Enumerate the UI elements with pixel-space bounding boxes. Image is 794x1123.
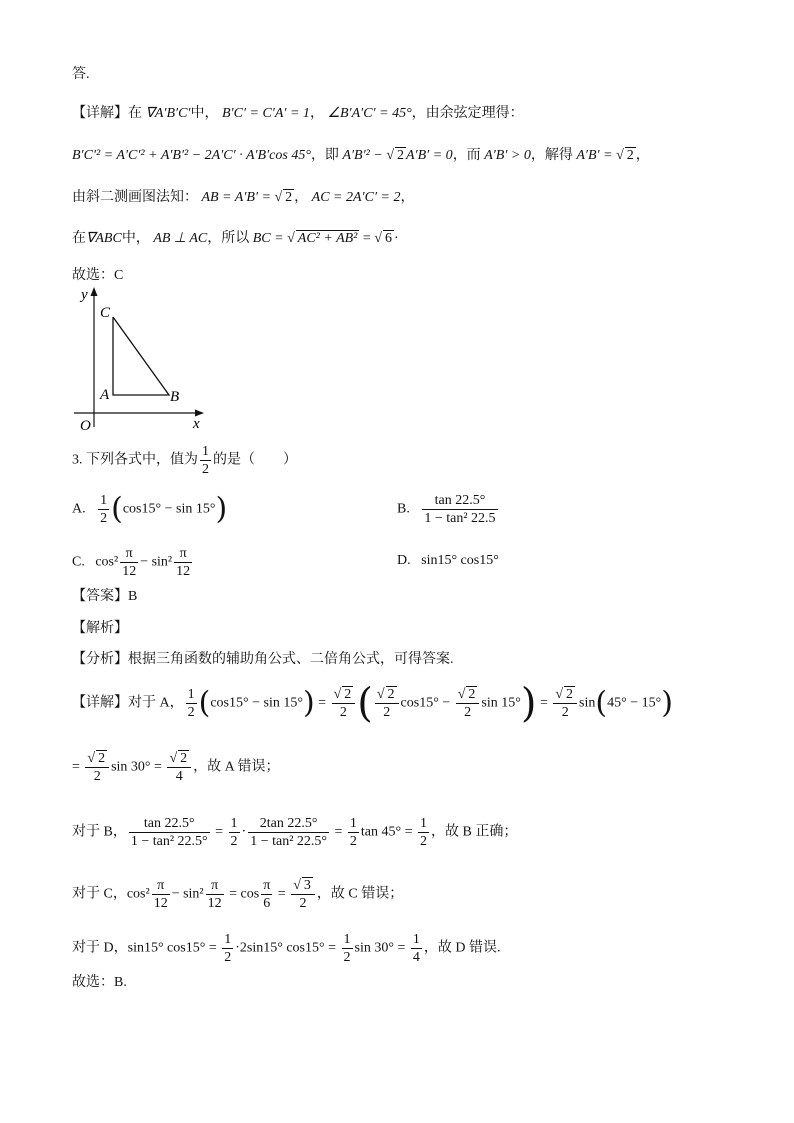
choose-b: 故选：B. bbox=[72, 975, 127, 990]
detail-tag: 【详解】 bbox=[72, 106, 128, 121]
solution-c: 对于 C，cos² $\frac{\pi}{12}$ − sin² $\frac{\pi}{12}$ = cos $\frac{\pi}{6}$ = $\frac{√ 3}{2}$ ，故 C 错误； bbox=[72, 878, 404, 911]
detail-line-4: 在∇ABC中， AB ⊥ AC，所以 BC = √ AC² + AB² = √ 6 · bbox=[72, 231, 399, 246]
solution-a-line-2: = $\frac{√ 2}{2}$ sin 30° = $\frac{√ 2}{4}$ ，故 A 错误； bbox=[72, 751, 280, 784]
solution-a-line-1: 【详解】对于 A， $\frac{1}{2}$ (cos15° − sin 15°) = $\frac{√ 2}{2}$ ( $\frac{√ 2}{2}$ cos15° − $\frac{√ 2}{2}$ sin 15°) = $\frac{√ 2}{2}$ sin(45° − 15°) bbox=[72, 680, 673, 727]
label-c: C bbox=[100, 305, 111, 321]
option-b: B. $\frac{\tan 22.5^\circ}{\text{1 − tan² 22.5}}$ bbox=[397, 493, 496, 526]
option-c: C. cos² $\frac{\pi}{12}$ − sin² $\frac{\pi}{12}$ bbox=[72, 546, 191, 579]
detail-line-1: 【详解】在 ∇A′B′C′中， B′C′ = C′A′ = 1， ∠B′A′C′ = 45°，由余弦定理得： bbox=[72, 106, 524, 121]
analysis-text: 【分析】根据三角函数的辅助角公式、二倍角公式，可得答案. bbox=[72, 652, 454, 667]
solution-d: 对于 D，sin15° cos15° = $\frac{1}{2}$ ·2sin15° cos15° = $\frac{1}{2}$ sin 30° = $\frac{1}{4}$ ，故 D 错误. bbox=[72, 932, 501, 965]
continued-text: 答. bbox=[72, 67, 90, 82]
triangle-figure bbox=[70, 285, 210, 435]
detail-line-2: B′C′² = A′C′² + A′B′² − 2A′C′ · A′B′cos 45°，即 A′B′² − √ 2 A′B′ = 0，而 A′B′ > 0，解得 A′B′ = √ 2 ， bbox=[72, 148, 650, 163]
label-o: O bbox=[80, 418, 91, 434]
choose-c: 故选：C bbox=[72, 268, 124, 283]
detail-line-3: 由斜二测画图法知： AB = A′B′ = √ 2 ， AC = 2A′C′ = 2， bbox=[72, 190, 415, 205]
question-3-stem: 3. 下列各式中，值为 $\frac{1}{2}$ 的是（ ） bbox=[72, 444, 297, 477]
label-x: x bbox=[193, 416, 200, 432]
analysis-heading: 【解析】 bbox=[72, 621, 128, 636]
answer: 【答案】B bbox=[72, 589, 138, 604]
y-arrow bbox=[91, 287, 98, 296]
label-a: A bbox=[100, 387, 110, 403]
option-d: D. sin15° cos15° bbox=[397, 553, 499, 568]
label-b: B bbox=[170, 389, 180, 405]
label-y: y bbox=[81, 287, 88, 303]
option-a: A. $\frac{1}{2}$ (cos15° − sin 15°) bbox=[72, 491, 228, 527]
solution-b: 对于 B， $\frac{\tan 22.5^\circ}{\text{1 − tan² 22.5°}}$ = $\frac{1}{2}$ · $\frac{2\tan 22.5^\circ}{\text{1 − tan² 22.5°}}$ = $\frac{1}{2}$ tan 45° = $\frac{1}{2}$ ，故 B 正确； bbox=[72, 816, 518, 849]
triangle-abc bbox=[113, 317, 169, 395]
